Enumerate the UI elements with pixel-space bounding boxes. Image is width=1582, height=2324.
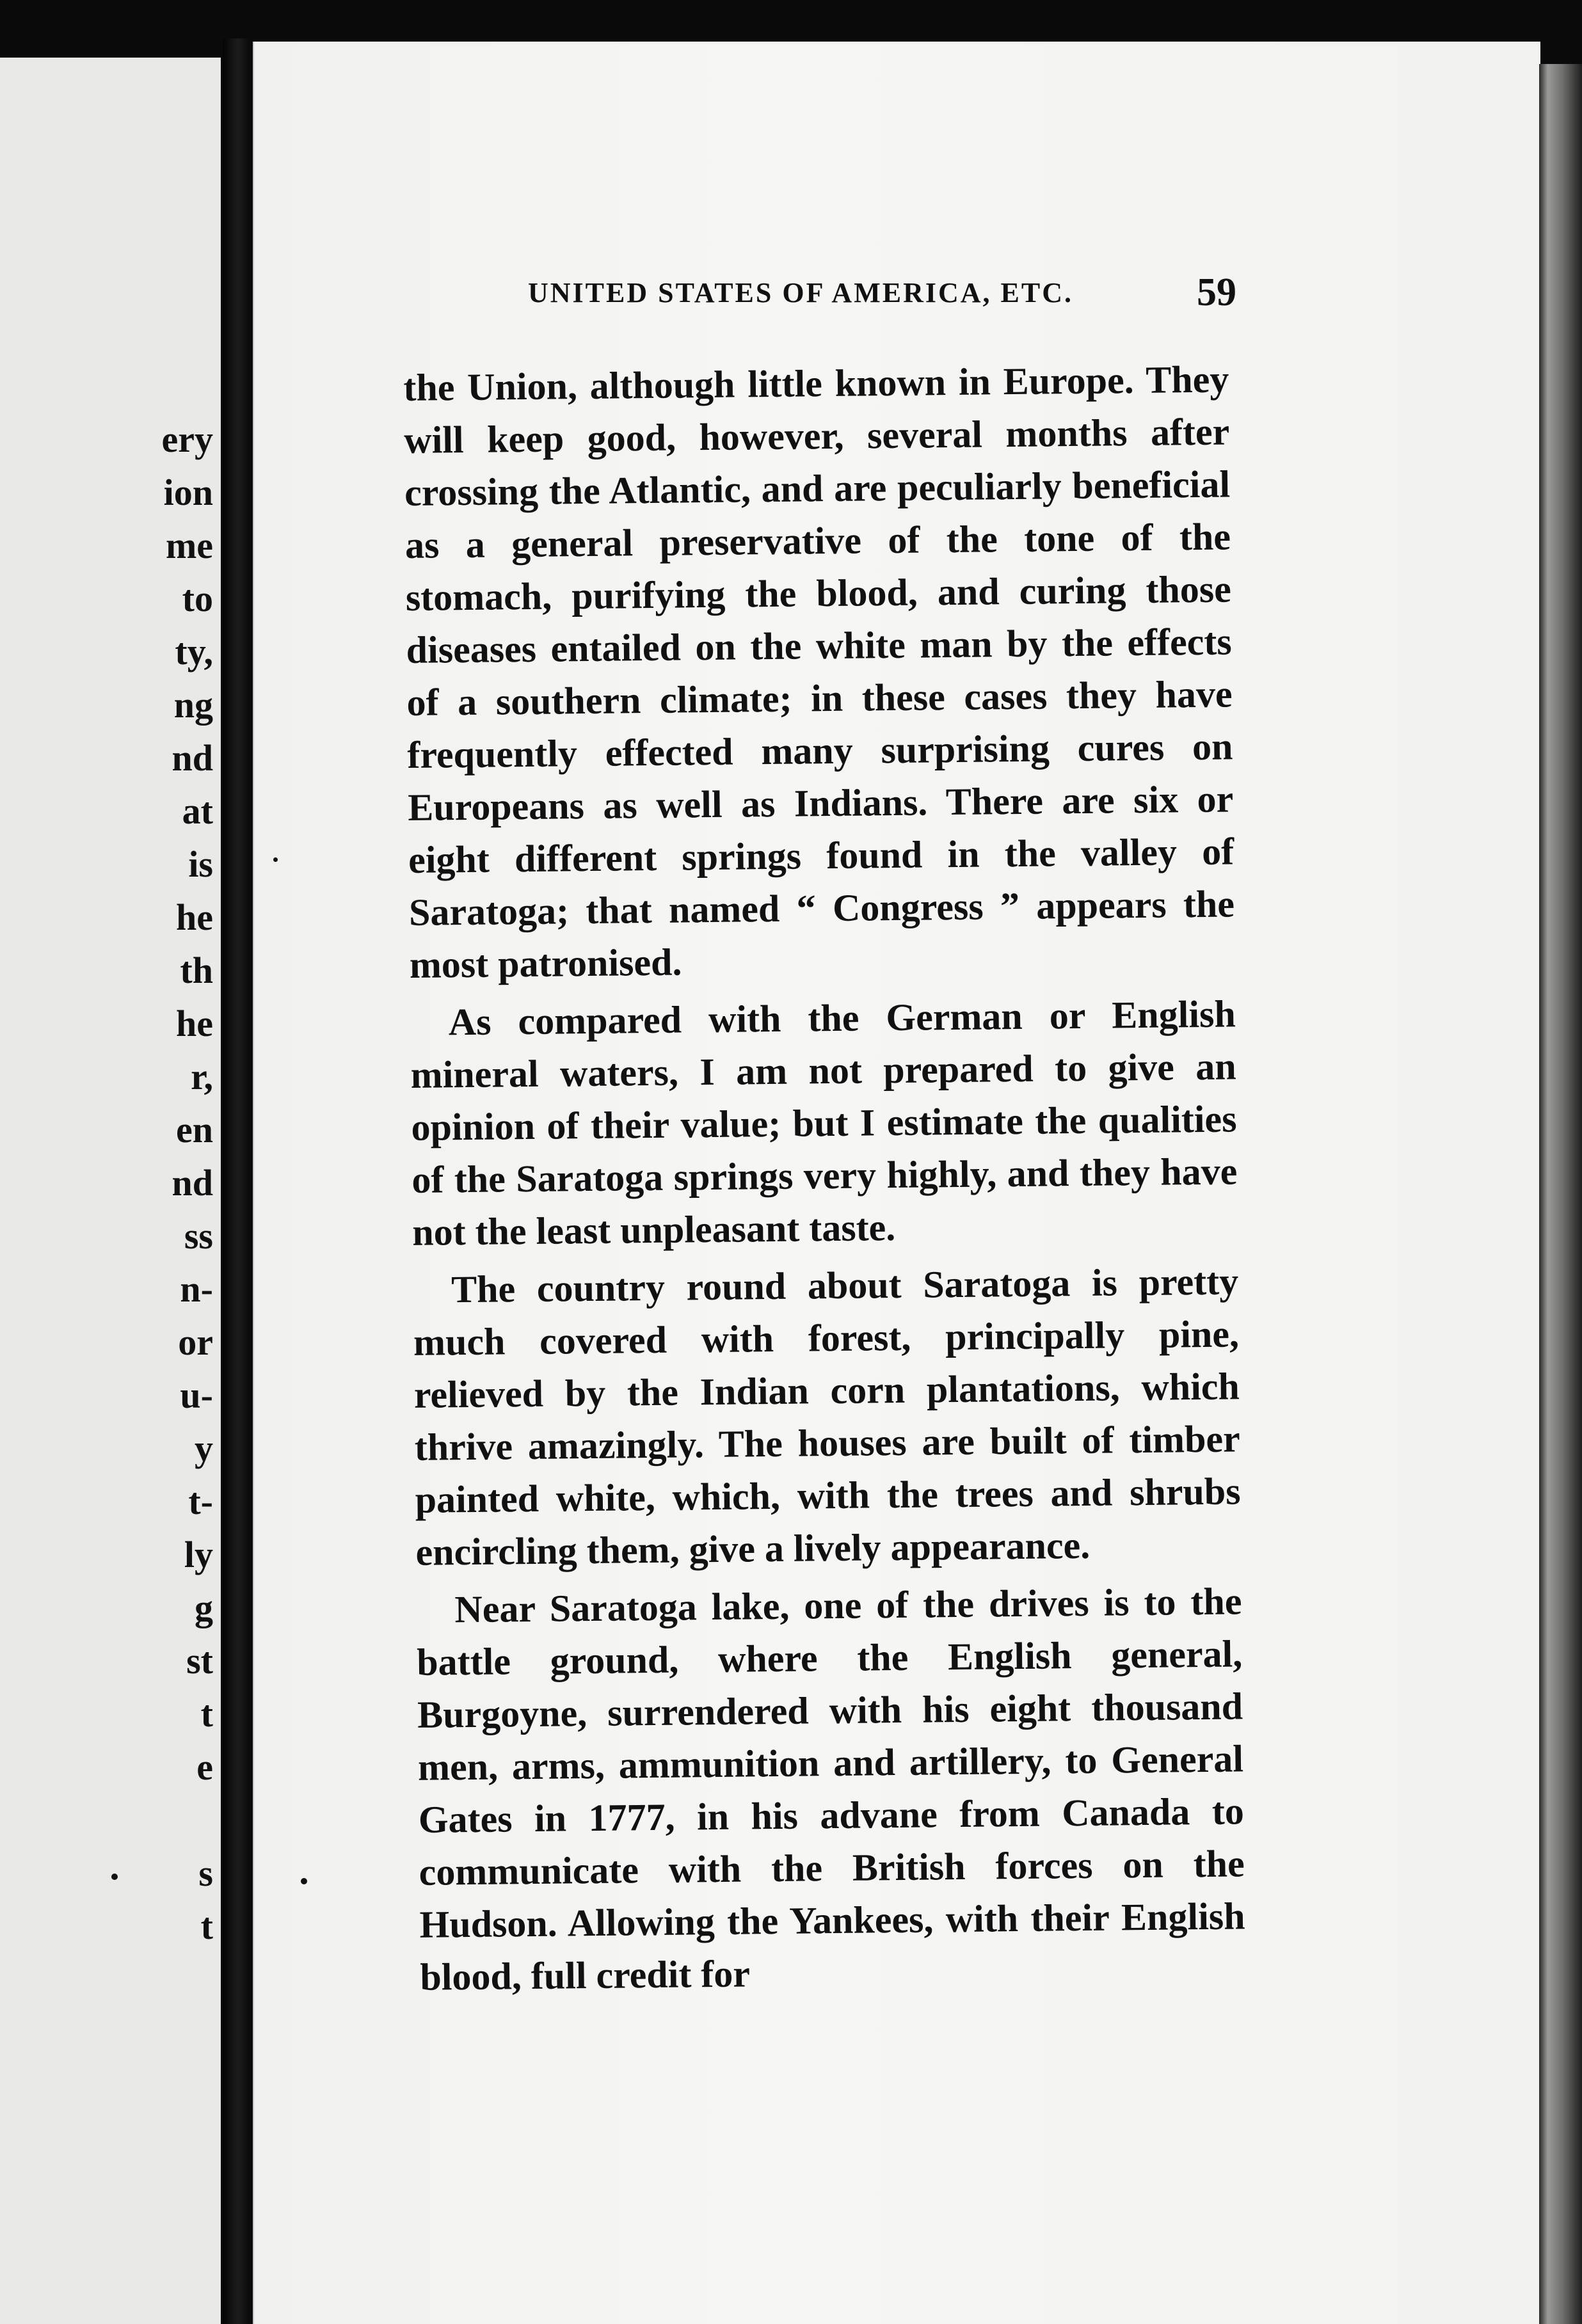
left-page-fragment: me [165,525,213,566]
left-page-fragment: y [195,1428,213,1469]
left-page-fragment: he [176,1003,213,1044]
left-page-fragment: st [186,1640,213,1682]
paragraph-1: the Union, although little known in Europe. They will keep good, however, several months after crossing the Atlantic, and are peculiarly beneficial as a general preservative of the tone of the stomach, purifying the blood, and curing those diseases entailed on the white man by the effects of a southern climate; in these cases they have frequently effected many surprising cures on Europeans as well as Indians. There are six or eight different springs found in the valley of Saratoga; that named “ Congress ” appears the most patronised. [403,358,1235,986]
left-page-fragment: ng [173,684,213,726]
left-page-line-fragments [2,413,213,1953]
left-page-fragment: th [180,950,213,991]
left-page-fragment: to [182,578,213,619]
left-page-fragment: ion [163,472,213,513]
ink-speck [111,1874,118,1880]
left-page-fragment: g [195,1587,213,1628]
left-page-fragment: nd [172,1162,213,1204]
left-page-fragment: r, [191,1056,213,1097]
left-page-fragment: t [200,1693,213,1735]
left-page-fragment: t- [188,1481,213,1522]
left-page-fragment: en [176,1109,213,1150]
left-page-fragment [2,1794,213,1847]
left-page-fragment: e [196,1746,213,1788]
left-page-fragment: nd [172,737,213,779]
paragraph-2: As compared with the German or English mineral waters, I am not prepared to give an opinion of their value; but I estimate the qualities of the Saratoga springs very highly, and they have not the least unpleasant taste. [410,992,1238,1254]
body-text [403,353,1246,2008]
left-page-fragment: t [200,1906,213,1947]
book-gutter [223,38,248,2324]
left-page-fragment: n- [180,1268,213,1310]
page-edge [1539,64,1582,2324]
left-page-fragment: at [182,790,213,832]
page-number: 59 [1197,271,1236,314]
left-page-fragment: or [178,1321,213,1363]
left-page-fragment: ery [161,418,213,460]
left-page-fragment: u- [180,1374,213,1416]
ink-speck [301,1878,307,1884]
left-page-fragment: he [176,896,213,938]
left-facing-page [0,58,221,2324]
left-page-fragment: ty, [175,631,213,673]
left-page-fragment: is [188,843,213,885]
paragraph-4: Near Saratoga lake, one of the drives is to the battle ground, where the English general, Burgoyne, surrendered with his eight thousand men, arms, ammunition and artillery, to General Gates in 1777, in his advane from Canada to communicate with the British forces on the Hudson. Allowing the Yankees, with their English blood, full credit for [416,1580,1245,1998]
paragraph-3: The country round about Saratoga is pretty much covered with forest, principally pine, relieved by the Indian corn plantations, which thrive amazingly. The houses are built of timber painted white, which, with the trees and shrubs encircling them, give a lively appearance. [413,1260,1241,1573]
left-page-fragment: s [198,1852,213,1894]
running-head: UNITED STATES OF AMERICA, ETC. [528,277,1073,308]
left-page-fragment: ly [184,1534,213,1575]
ink-speck [273,857,278,862]
left-page-fragment: ss [184,1215,213,1257]
